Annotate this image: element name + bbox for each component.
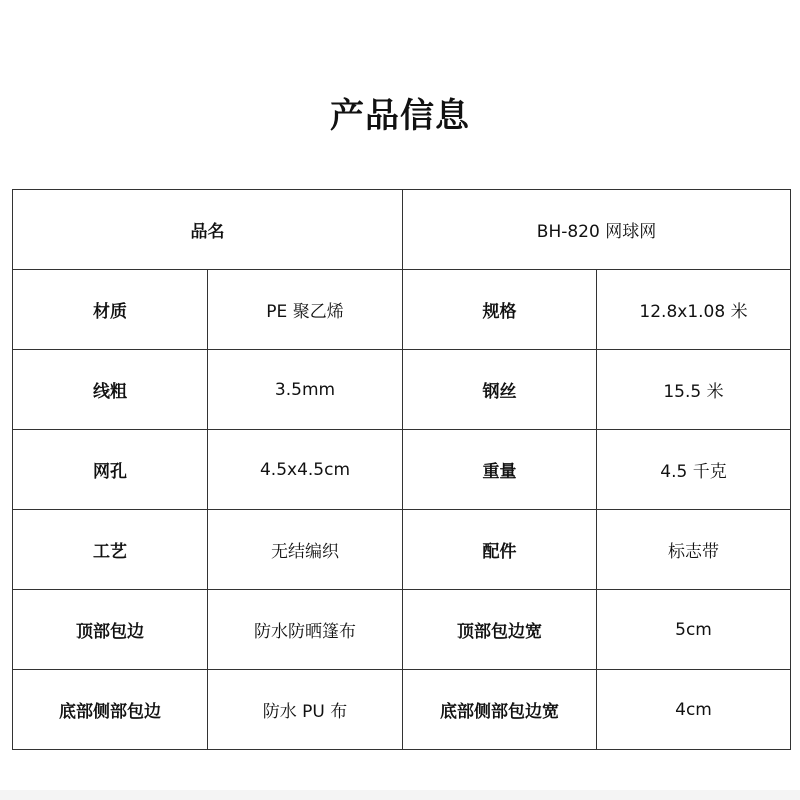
spec-label-mesh-hole: 网孔: [13, 430, 208, 510]
product-name-value: BH-820 网球网: [403, 190, 791, 270]
table-row: [13, 430, 791, 510]
table-row: [13, 670, 791, 750]
spec-label-bottom-side-binding: 底部侧部包边: [13, 670, 208, 750]
spec-value-top-binding-width: 5cm: [597, 590, 791, 670]
spec-value-thread-thickness: 3.5mm: [208, 350, 403, 430]
spec-value-material: PE 聚乙烯: [208, 270, 403, 350]
table-row-product-name: [13, 190, 791, 270]
spec-label-size: 规格: [403, 270, 597, 350]
spec-value-bottom-side-binding-width: 4cm: [597, 670, 791, 750]
product-spec-table: [12, 189, 791, 750]
product-name-label: 品名: [13, 190, 403, 270]
spec-value-craft: 无结编织: [208, 510, 403, 590]
spec-value-bottom-side-binding: 防水 PU 布: [208, 670, 403, 750]
table-row: [13, 510, 791, 590]
spec-label-steel-wire: 钢丝: [403, 350, 597, 430]
spec-label-top-binding: 顶部包边: [13, 590, 208, 670]
spec-label-thread-thickness: 线粗: [13, 350, 208, 430]
spec-label-craft: 工艺: [13, 510, 208, 590]
page-title: 产品信息: [330, 96, 470, 136]
spec-value-accessory: 标志带: [597, 510, 791, 590]
spec-value-mesh-hole: 4.5x4.5cm: [208, 430, 403, 510]
table-row: [13, 590, 791, 670]
spec-value-steel-wire: 15.5 米: [597, 350, 791, 430]
spec-value-weight: 4.5 千克: [597, 430, 791, 510]
table-row: [13, 270, 791, 350]
spec-label-top-binding-width: 顶部包边宽: [403, 590, 597, 670]
spec-label-weight: 重量: [403, 430, 597, 510]
spec-value-top-binding: 防水防晒篷布: [208, 590, 403, 670]
table-row: [13, 350, 791, 430]
spec-label-accessory: 配件: [403, 510, 597, 590]
bottom-strip: [0, 790, 800, 800]
spec-label-material: 材质: [13, 270, 208, 350]
spec-value-size: 12.8x1.08 米: [597, 270, 791, 350]
spec-label-bottom-side-binding-width: 底部侧部包边宽: [403, 670, 597, 750]
